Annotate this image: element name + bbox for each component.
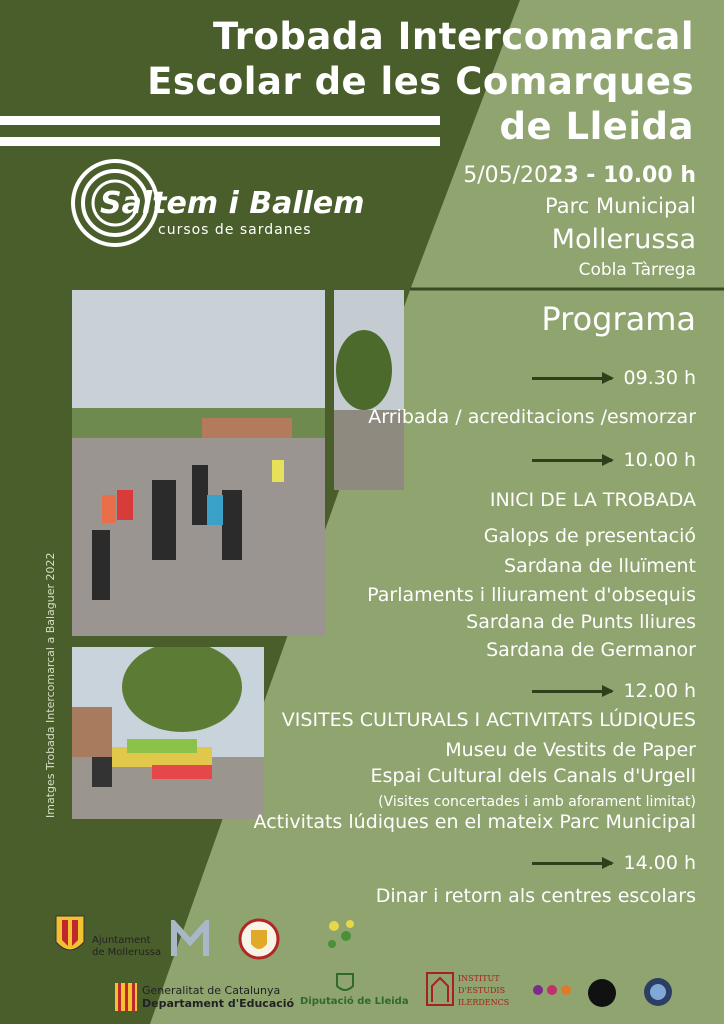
white-stripe — [0, 116, 440, 125]
program-item: Parlaments i lliurament d'obsequis — [367, 584, 696, 606]
iel-building-icon — [426, 972, 454, 1006]
photo-dancing-square — [72, 290, 325, 636]
program-item: Arribada / acreditacions /esmorzar — [368, 406, 696, 428]
time-row-4 — [532, 852, 696, 874]
program-section-title: VISITES CULTURALS I ACTIVITATS LÚDIQUES — [281, 709, 696, 731]
program-item: Activitats lúdiques en el mateix Parc Municipal — [253, 811, 696, 833]
title-line-2: Escolar de les Comarques — [147, 60, 694, 103]
sponsor-ajuntament: Ajuntament de Mollerussa — [92, 935, 162, 958]
program-item: Galops de presentació — [483, 525, 696, 547]
event-date-prefix: 5/05/20 — [463, 163, 549, 188]
generalitat-flag-icon — [115, 983, 137, 1011]
program-item: Sardana de Germanor — [486, 639, 696, 661]
time-label: 14.00 h — [623, 852, 696, 874]
event-date — [463, 163, 696, 188]
federation-seal-icon — [238, 918, 280, 960]
arrow-right-icon — [532, 459, 612, 462]
title-line-1: Trobada Intercomarcal — [213, 15, 694, 58]
brand-tagline: cursos de sardanes — [158, 222, 312, 238]
program-item: Dinar i retorn als centres escolars — [375, 885, 696, 907]
diputacio-shield-icon — [336, 972, 354, 994]
white-stripe — [0, 137, 440, 146]
mollerussa-shield-icon — [54, 910, 86, 960]
time-row-1 — [532, 367, 696, 389]
program-section-title: INICI DE LA TROBADA — [489, 489, 696, 511]
confederacio-logo-icon — [530, 978, 620, 1008]
program-item: Sardana de lluïment — [504, 555, 696, 577]
brand-name: Saltem i Ballem — [100, 186, 365, 221]
program-item: Sardana de Punts lliures — [466, 611, 696, 633]
event-town: Mollerussa — [551, 224, 696, 255]
time-row-3 — [532, 680, 696, 702]
sponsor-iel: INSTITUT D'ESTUDIS ILERDENCS — [458, 974, 510, 1007]
arrow-right-icon — [532, 377, 612, 380]
program-note: (Visites concertades i amb aforament limitat) — [378, 794, 696, 810]
program-heading: Programa — [541, 300, 696, 338]
sponsor-generalitat-1: Generalitat de Catalunya — [142, 984, 281, 997]
event-band: Cobla Tàrrega — [578, 260, 696, 280]
time-label: 10.00 h — [623, 449, 696, 471]
event-place: Parc Municipal — [545, 194, 696, 218]
photo-credit: Imatges Trobada Intercomarcal a Balaguer 2022 — [44, 552, 57, 818]
program-item: Museu de Vestits de Paper — [445, 739, 696, 761]
arrow-right-icon — [532, 690, 612, 693]
time-label: 12.00 h — [623, 680, 696, 702]
time-row-2 — [532, 449, 696, 471]
time-label: 09.30 h — [623, 367, 696, 389]
event-date-bold: 23 - 10.00 h — [548, 163, 696, 188]
photo-trees — [334, 290, 404, 490]
sponsor-generalitat-2: Departament d'Educació — [142, 997, 295, 1010]
circle-logo-icon — [642, 976, 674, 1008]
title-line-3: de Lleida — [499, 105, 694, 148]
arrow-right-icon — [532, 862, 612, 865]
m-logo-icon — [170, 920, 210, 960]
sardanista-logo-icon — [320, 914, 388, 958]
photo-group — [72, 647, 264, 819]
sponsor-diputacio: Diputació de Lleida — [300, 996, 409, 1007]
program-item: Espai Cultural dels Canals d'Urgell — [370, 765, 696, 787]
